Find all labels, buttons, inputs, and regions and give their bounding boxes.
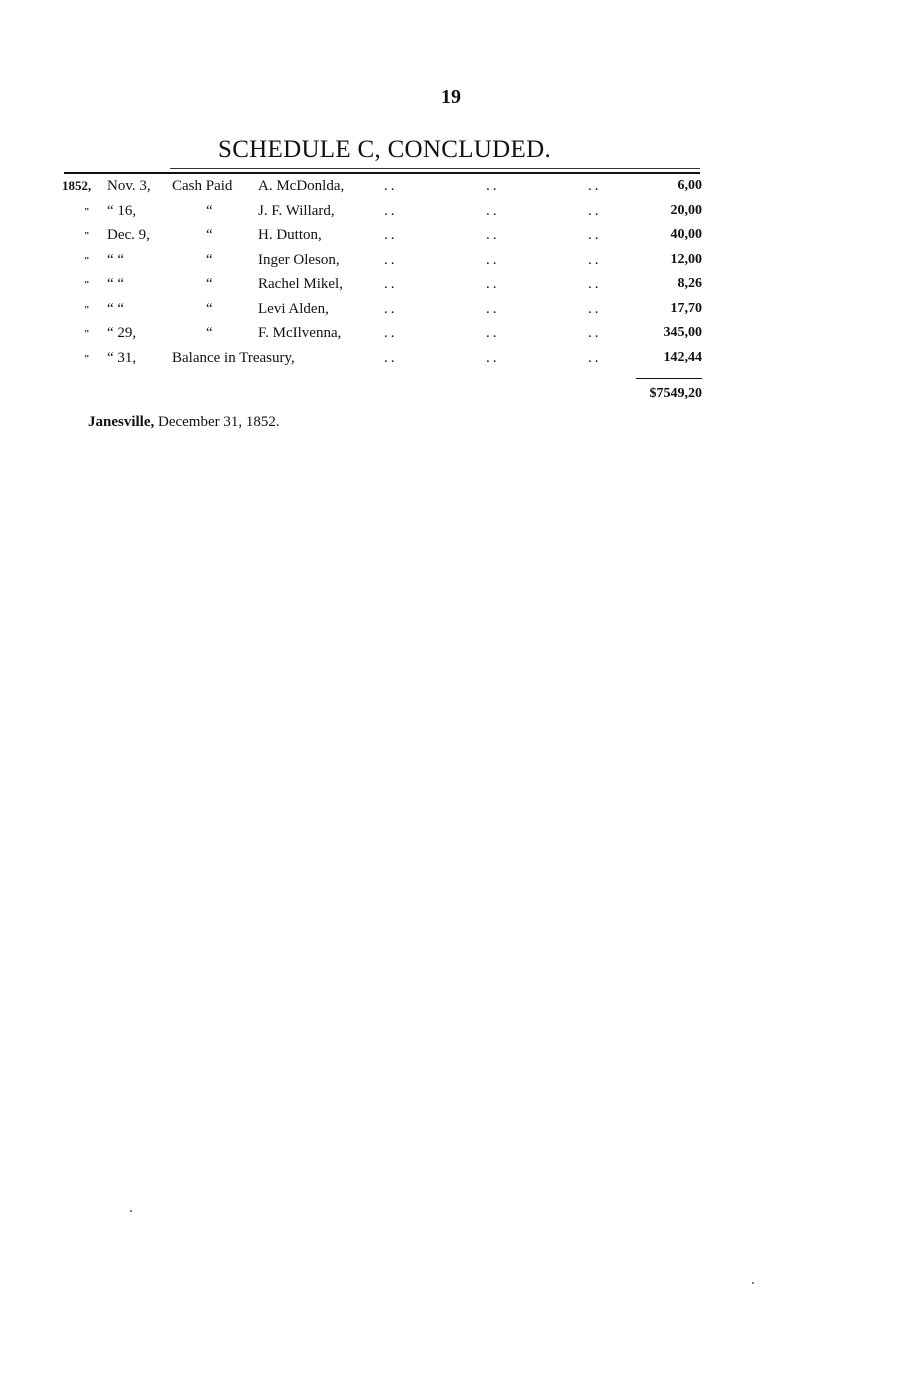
ledger-row bbox=[62, 176, 702, 201]
ledger-row bbox=[62, 201, 702, 226]
ledger-amount: 345,00 bbox=[663, 325, 702, 340]
ledger-payee: F. McIlvenna, bbox=[258, 325, 342, 341]
ledger-payee: Inger Oleson, bbox=[258, 251, 340, 268]
date-text: December 31, 1852. bbox=[158, 414, 280, 430]
ledger-payee: A. McDonlda, bbox=[258, 178, 345, 194]
leader-dots: .. bbox=[486, 300, 500, 317]
leader-dots: .. bbox=[486, 227, 500, 243]
paper-speck bbox=[130, 1210, 132, 1212]
total-rule bbox=[636, 378, 702, 379]
title-rule bbox=[64, 172, 700, 174]
leader-dots: .. bbox=[588, 276, 602, 292]
ditto-mark: “ bbox=[206, 300, 213, 317]
schedule-title: SCHEDULE C, CONCLUDED. bbox=[218, 136, 551, 163]
ditto-bullet: " bbox=[84, 304, 90, 316]
ledger-amount: 8,26 bbox=[677, 276, 702, 291]
ledger-total: $7549,20 bbox=[649, 386, 702, 401]
ledger-amount: 40,00 bbox=[670, 227, 702, 242]
ledger-table bbox=[62, 176, 702, 372]
leader-dots: .. bbox=[384, 349, 398, 366]
ledger-row bbox=[62, 250, 702, 275]
leader-dots: .. bbox=[588, 325, 602, 341]
ditto-mark: “ bbox=[206, 227, 213, 243]
leader-dots: .. bbox=[384, 251, 398, 268]
ditto-bullet: " bbox=[84, 255, 90, 267]
page-number: 19 bbox=[441, 86, 461, 108]
leader-dots: .. bbox=[486, 178, 500, 194]
ledger-row bbox=[62, 274, 702, 299]
leader-dots: .. bbox=[486, 276, 500, 292]
ledger-date: “ “ bbox=[107, 276, 125, 292]
ledger-amount: 12,00 bbox=[670, 251, 702, 267]
ledger-date: “ “ bbox=[107, 300, 125, 317]
ledger-payee: H. Dutton, bbox=[258, 227, 322, 243]
leader-dots: .. bbox=[588, 300, 602, 317]
ledger-amount: 17,70 bbox=[670, 300, 702, 316]
ditto-bullet: " bbox=[84, 329, 90, 340]
leader-dots: .. bbox=[486, 325, 500, 341]
leader-dots: .. bbox=[486, 202, 500, 219]
ledger-row bbox=[62, 299, 702, 324]
ledger-year: 1852, bbox=[62, 178, 92, 193]
ledger-payee: J. F. Willard, bbox=[258, 202, 335, 219]
ditto-mark: “ bbox=[206, 325, 213, 341]
leader-dots: .. bbox=[384, 276, 398, 292]
ledger-payee: Levi Alden, bbox=[258, 300, 329, 317]
ledger-date: “ 29, bbox=[107, 325, 137, 341]
ditto-mark: “ bbox=[206, 202, 213, 219]
leader-dots: .. bbox=[588, 349, 602, 366]
ledger-date: “ “ bbox=[107, 251, 125, 268]
ledger-amount: 6,00 bbox=[677, 178, 702, 193]
leader-dots: .. bbox=[588, 251, 602, 268]
place-name: Janesville, bbox=[88, 414, 155, 430]
leader-dots: .. bbox=[486, 251, 500, 268]
leader-dots: .. bbox=[384, 178, 398, 194]
leader-dots: .. bbox=[384, 300, 398, 317]
ledger-amount: 20,00 bbox=[670, 202, 702, 218]
ledger-date: “ 31, bbox=[107, 349, 137, 366]
ledger-description: Cash Paid bbox=[172, 178, 233, 194]
ledger-row bbox=[62, 323, 702, 348]
ledger-row bbox=[62, 225, 702, 250]
ditto-bullet: " bbox=[84, 206, 90, 218]
ledger-description: Balance in Treasury, bbox=[172, 349, 295, 366]
leader-dots: .. bbox=[588, 227, 602, 243]
ledger-payee: Rachel Mikel, bbox=[258, 276, 343, 292]
paper-speck bbox=[752, 1282, 754, 1284]
ledger-date: “ 16, bbox=[107, 202, 137, 219]
leader-dots: .. bbox=[384, 325, 398, 341]
leader-dots: .. bbox=[384, 202, 398, 219]
leader-dots: .. bbox=[384, 227, 398, 243]
ledger-amount: 142,44 bbox=[663, 349, 702, 365]
ditto-bullet: " bbox=[84, 353, 90, 365]
ledger-row bbox=[62, 348, 702, 373]
ditto-bullet: " bbox=[84, 231, 90, 242]
place-date-line bbox=[88, 414, 280, 431]
leader-dots: .. bbox=[588, 178, 602, 194]
leader-dots: .. bbox=[486, 349, 500, 366]
title-rule-thin bbox=[170, 168, 700, 169]
leader-dots: .. bbox=[588, 202, 602, 219]
ditto-bullet: " bbox=[84, 280, 90, 291]
ditto-mark: “ bbox=[206, 251, 213, 268]
ledger-date: Dec. 9, bbox=[107, 227, 150, 243]
ledger-date: Nov. 3, bbox=[107, 178, 151, 194]
ditto-mark: “ bbox=[206, 276, 213, 292]
